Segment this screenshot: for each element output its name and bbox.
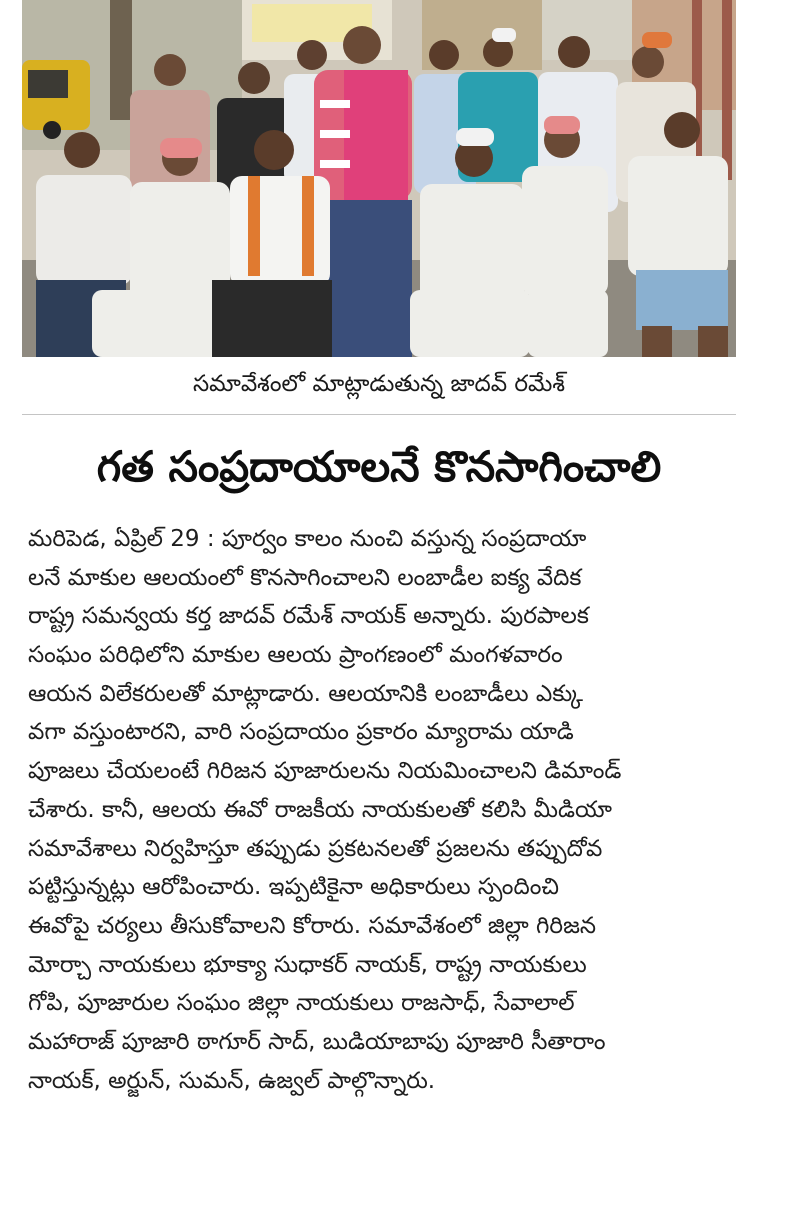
body-line: పూజలు చేయలంటే గిరిజన పూజారులను నియమించాలని డిమాండ్ [28, 758, 622, 785]
body-line: చేశారు. కానీ, ఆలయ ఈవో రాజకీయ నాయకులతో కలిసి మీడియా [28, 796, 612, 823]
body-line: ఆయన విలేకరులతో మాట్లాడారు. ఆలయానికి లంబాడీలు ఎక్కు [28, 680, 583, 707]
body-line: మహారాజ్ పూజారి ఠాగూర్ సాద్, బుడియాబాపు పూజారి సీతారాం [28, 1028, 606, 1055]
photo-caption: సమావేశంలో మాట్లాడుతున్న జాదవ్ రమేశ్ [192, 371, 566, 397]
body-line: మోర్చా నాయకులు భూక్యా సుధాకర్ నాయక్, రాష్ట్ర నాయకులు [28, 951, 587, 978]
headline: గత సంప్రదాయాలనే కొనసాగించాలి [96, 442, 662, 491]
body-line: లనే మాకుల ఆలయంలో కొనసాగించాలని లంబాడీల ఐక్య వేదిక [28, 564, 582, 591]
divider [22, 414, 736, 415]
body-line: ఈవోపై చర్యలు తీసుకోవాలని కోరారు. సమావేశంలో జిల్లా గిరిజన [28, 912, 597, 939]
group-photo-image [22, 0, 736, 357]
body-line: వగా వస్తుంటారని, వారి సంప్రదాయం ప్రకారం మ్యారామ యాడి [28, 719, 574, 746]
article-body [28, 520, 736, 1100]
body-line: మరిపెడ, ఏప్రిల్ 29 : పూర్వం కాలం నుంచి వస్తున్న సంప్రదాయా [28, 526, 587, 552]
group-photo [22, 0, 736, 357]
body-line: సమావేశాలు నిర్వహిస్తూ తప్పుడు ప్రకటనలతో ప్రజలను తప్పుదోవ [28, 835, 603, 862]
body-line: నాయక్, అర్జున్, సుమన్, ఉజ్వల్ పాల్గొన్నారు. [28, 1067, 436, 1094]
body-line: రాష్ట్ర సమన్వయ కర్త జాదవ్ రమేశ్ నాయక్ అన్నారు. పురపాలక [28, 603, 589, 630]
body-line: పట్టిస్తున్నట్లు ఆరోపించారు. ఇప్పటికైనా అధికారులు స్పందించి [28, 874, 559, 901]
body-line: సంఘం పరిధిలోని మాకుల ఆలయ ప్రాంగణంలో మంగళవారం [28, 642, 563, 669]
body-line: గోపి, పూజారుల సంఘం జిల్లా నాయకులు రాజసాధ్, సేవాలాల్ [28, 990, 575, 1017]
